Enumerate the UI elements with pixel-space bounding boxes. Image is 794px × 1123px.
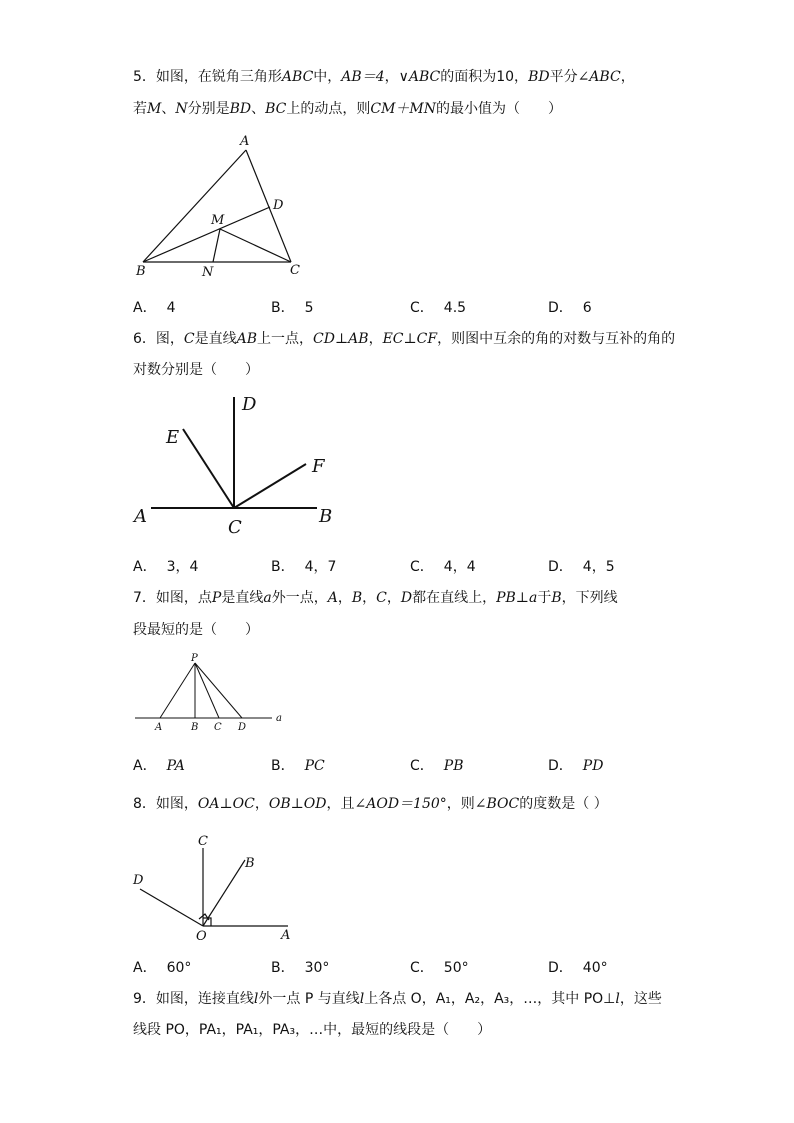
q5-math: AB＝4 [341, 69, 385, 85]
q8-option-b[interactable] [271, 957, 329, 977]
q5-text: 若 [133, 101, 147, 117]
q6-label-d: D [242, 394, 257, 415]
q8-label-a: A [281, 928, 291, 943]
q7-text: 都在直线上， [412, 590, 497, 606]
q6-text: ，则图中互余的角的对数与互补的角的 [437, 331, 676, 347]
q7-label-b: B [191, 722, 199, 733]
q9-stem-line-2: 线段 PO，PA₁，PA₁，PA₃，…中，最短的线段是（ ） [133, 1022, 492, 1038]
q6-label-f: F [312, 456, 325, 477]
q5-text: 平分 [549, 69, 578, 85]
q8-label-c: C [198, 834, 208, 849]
q5-segment-cm [220, 229, 291, 262]
option-letter: D． [548, 960, 573, 976]
q6-option-a[interactable] [133, 556, 198, 576]
q5-segment-mn [213, 229, 220, 262]
option-letter: C． [410, 559, 434, 575]
q7-math: B [551, 590, 562, 606]
q7-text: ， [337, 590, 352, 606]
option-letter: D． [548, 300, 573, 316]
q8-ray-ob [203, 860, 245, 926]
q7-text: 是直线 [221, 590, 264, 606]
q8-math: ∠AOD＝150° [354, 796, 447, 812]
q7-text: ， [386, 590, 401, 606]
q7-stem-line-2: 段最短的是（ ） [133, 622, 259, 638]
q8-math: OB⊥OD [268, 796, 327, 812]
q5-label-c: C [290, 263, 300, 278]
q9-math: l [359, 991, 365, 1007]
q7-math: a [263, 590, 272, 606]
option-letter: A． [133, 300, 157, 316]
q6-option-d[interactable] [548, 556, 615, 576]
q5-label-b: B [136, 264, 146, 279]
q6-math: C [183, 331, 195, 347]
q6-math: EC⊥CF [382, 331, 438, 347]
option-value: 50° [443, 960, 469, 976]
option-letter: D． [548, 559, 573, 575]
option-value: PD [582, 758, 604, 774]
option-value: 4，5 [582, 559, 615, 575]
q5-option-d[interactable] [548, 297, 592, 317]
q7-math: B [351, 590, 363, 606]
q5-text: 的最小值为（ ） [436, 101, 563, 117]
q6-text: ， [368, 331, 383, 347]
q6-option-b[interactable] [271, 556, 336, 576]
q6-label-c: C [228, 517, 242, 538]
q5-math: BC [265, 101, 287, 117]
q6-text: 上一点， [257, 331, 314, 347]
q6-text: 是直线 [194, 331, 237, 347]
q5-text: 分别是 [187, 101, 230, 117]
q5-label-m: M [211, 213, 225, 228]
q5-label-a: A [240, 134, 250, 149]
q9-stem-line-1 [133, 988, 662, 1008]
option-value: 6 [582, 300, 592, 316]
q7-math: A [327, 590, 338, 606]
q7-label-c: C [214, 722, 222, 733]
q8-text: ，且 [326, 796, 355, 812]
option-value: 3，4 [166, 559, 199, 575]
q6-ray-cf [234, 464, 306, 508]
q7-math: PB⊥a [496, 590, 538, 606]
q5-segment-ab [143, 150, 246, 262]
q6-label-e: E [166, 427, 180, 448]
q5-math: BD [528, 69, 550, 85]
option-letter: C． [410, 758, 434, 774]
option-letter: B． [271, 758, 295, 774]
q5-label-d: D [273, 198, 284, 213]
q5-text: 、 [161, 101, 176, 117]
q5-math: ABC [281, 69, 314, 85]
q8-text: ， [254, 796, 269, 812]
q6-stem-line-1 [133, 328, 675, 348]
q7-text: ， [362, 590, 377, 606]
q8-option-a[interactable] [133, 957, 191, 977]
q8-label-d: D [133, 873, 144, 888]
q5-option-b[interactable] [271, 297, 314, 317]
q7-text: 外一点， [271, 590, 328, 606]
q8-label-b: B [245, 856, 255, 871]
option-value: 40° [582, 960, 608, 976]
q7-text: 7．如图，点 [133, 590, 212, 606]
q7-option-d[interactable] [548, 755, 603, 775]
option-letter: A． [133, 559, 157, 575]
q7-option-a[interactable] [133, 755, 185, 775]
option-letter: B． [271, 300, 295, 316]
q8-math: ∠BOC [474, 796, 520, 812]
q7-option-c[interactable] [410, 755, 464, 775]
q7-segment-pa [160, 663, 195, 718]
q5-text: 5．如图，在锐角三角形 [133, 69, 282, 85]
q5-segment-bd [143, 207, 270, 262]
q6-stem-line-2: 对数分别是（ ） [133, 362, 259, 378]
q7-segment-pd [195, 663, 242, 718]
option-value: 60° [166, 960, 192, 976]
q8-option-d[interactable] [548, 957, 608, 977]
q5-text: 中， [313, 69, 342, 85]
q5-math: ∠ABC [577, 69, 621, 85]
q7-text: ，下列线 [561, 590, 618, 606]
q8-right-angle-mark [203, 918, 211, 926]
q8-text: 的度数是（ ） [519, 796, 608, 812]
q5-stem-line-1 [133, 66, 635, 86]
q9-math: l [615, 991, 620, 1007]
option-letter: A． [133, 960, 157, 976]
q5-text: ， [384, 69, 399, 85]
q7-option-b[interactable] [271, 755, 325, 775]
q5-math: CM＋MN [370, 101, 437, 117]
option-letter: D． [548, 758, 573, 774]
q8-right-angle-mark-2 [199, 914, 209, 920]
q6-option-c[interactable] [410, 556, 476, 576]
q7-label-p: P [191, 653, 198, 664]
q6-math: CD⊥AB [313, 331, 369, 347]
q7-stem-line-1 [133, 587, 618, 607]
q5-label-n: N [202, 265, 214, 280]
q9-text: 外一点 P 与直线 [258, 991, 360, 1007]
q5-stem-line-2 [133, 98, 562, 118]
q7-text: 于 [537, 590, 552, 606]
option-value: 4 [166, 300, 176, 316]
option-letter: A． [133, 758, 157, 774]
option-value: 4.5 [443, 300, 467, 316]
q7-label-a: A [155, 722, 163, 733]
q8-stem-line-1 [133, 793, 608, 813]
option-value: PB [443, 758, 464, 774]
q5-math: N [175, 101, 188, 117]
option-value: 30° [304, 960, 330, 976]
q8-text: ，则 [446, 796, 475, 812]
option-letter: C． [410, 960, 434, 976]
q7-segment-pc [195, 663, 219, 718]
q7-label-d: D [238, 722, 247, 733]
q6-label-a: A [134, 506, 147, 527]
q5-text: 的面积为10， [440, 69, 529, 85]
q8-math: OA⊥OC [197, 796, 255, 812]
q6-ray-ce [183, 429, 234, 508]
q7-math: D [400, 590, 413, 606]
q5-math: BD [229, 101, 252, 117]
q6-math: AB [236, 331, 258, 347]
option-value: 5 [304, 300, 314, 316]
option-letter: B． [271, 559, 295, 575]
q7-label-line-a: a [276, 713, 282, 724]
option-value: PC [304, 758, 325, 774]
q8-ray-od [140, 889, 203, 926]
q5-segment-ac [246, 150, 291, 262]
q9-text: 上各点 O，A₁，A₂，A₃，…，其中 PO⊥ [364, 991, 616, 1007]
q8-text: 8．如图， [133, 796, 198, 812]
q6-label-b: B [319, 506, 333, 527]
option-value: PA [166, 758, 185, 774]
q6-text: 6．图， [133, 331, 184, 347]
option-letter: C． [410, 300, 434, 316]
option-letter: B． [271, 960, 295, 976]
option-value: 4，7 [304, 559, 337, 575]
q5-text: 、 [251, 101, 266, 117]
q5-option-a[interactable] [133, 297, 176, 317]
q9-text: 9．如图，连接直线 [133, 991, 254, 1007]
q5-math: ∨ABC [398, 69, 441, 85]
q5-math: M [147, 101, 162, 117]
q5-text: 上的动点，则 [286, 101, 371, 117]
q8-label-o: O [196, 929, 207, 944]
option-value: 4，4 [443, 559, 476, 575]
q5-option-c[interactable] [410, 297, 466, 317]
q7-math: C [376, 590, 387, 606]
q5-text: ， [620, 69, 635, 85]
q9-math: l [253, 991, 259, 1007]
q8-option-c[interactable] [410, 957, 469, 977]
q9-text: ，这些 [619, 991, 662, 1007]
q7-math: P [211, 590, 222, 606]
